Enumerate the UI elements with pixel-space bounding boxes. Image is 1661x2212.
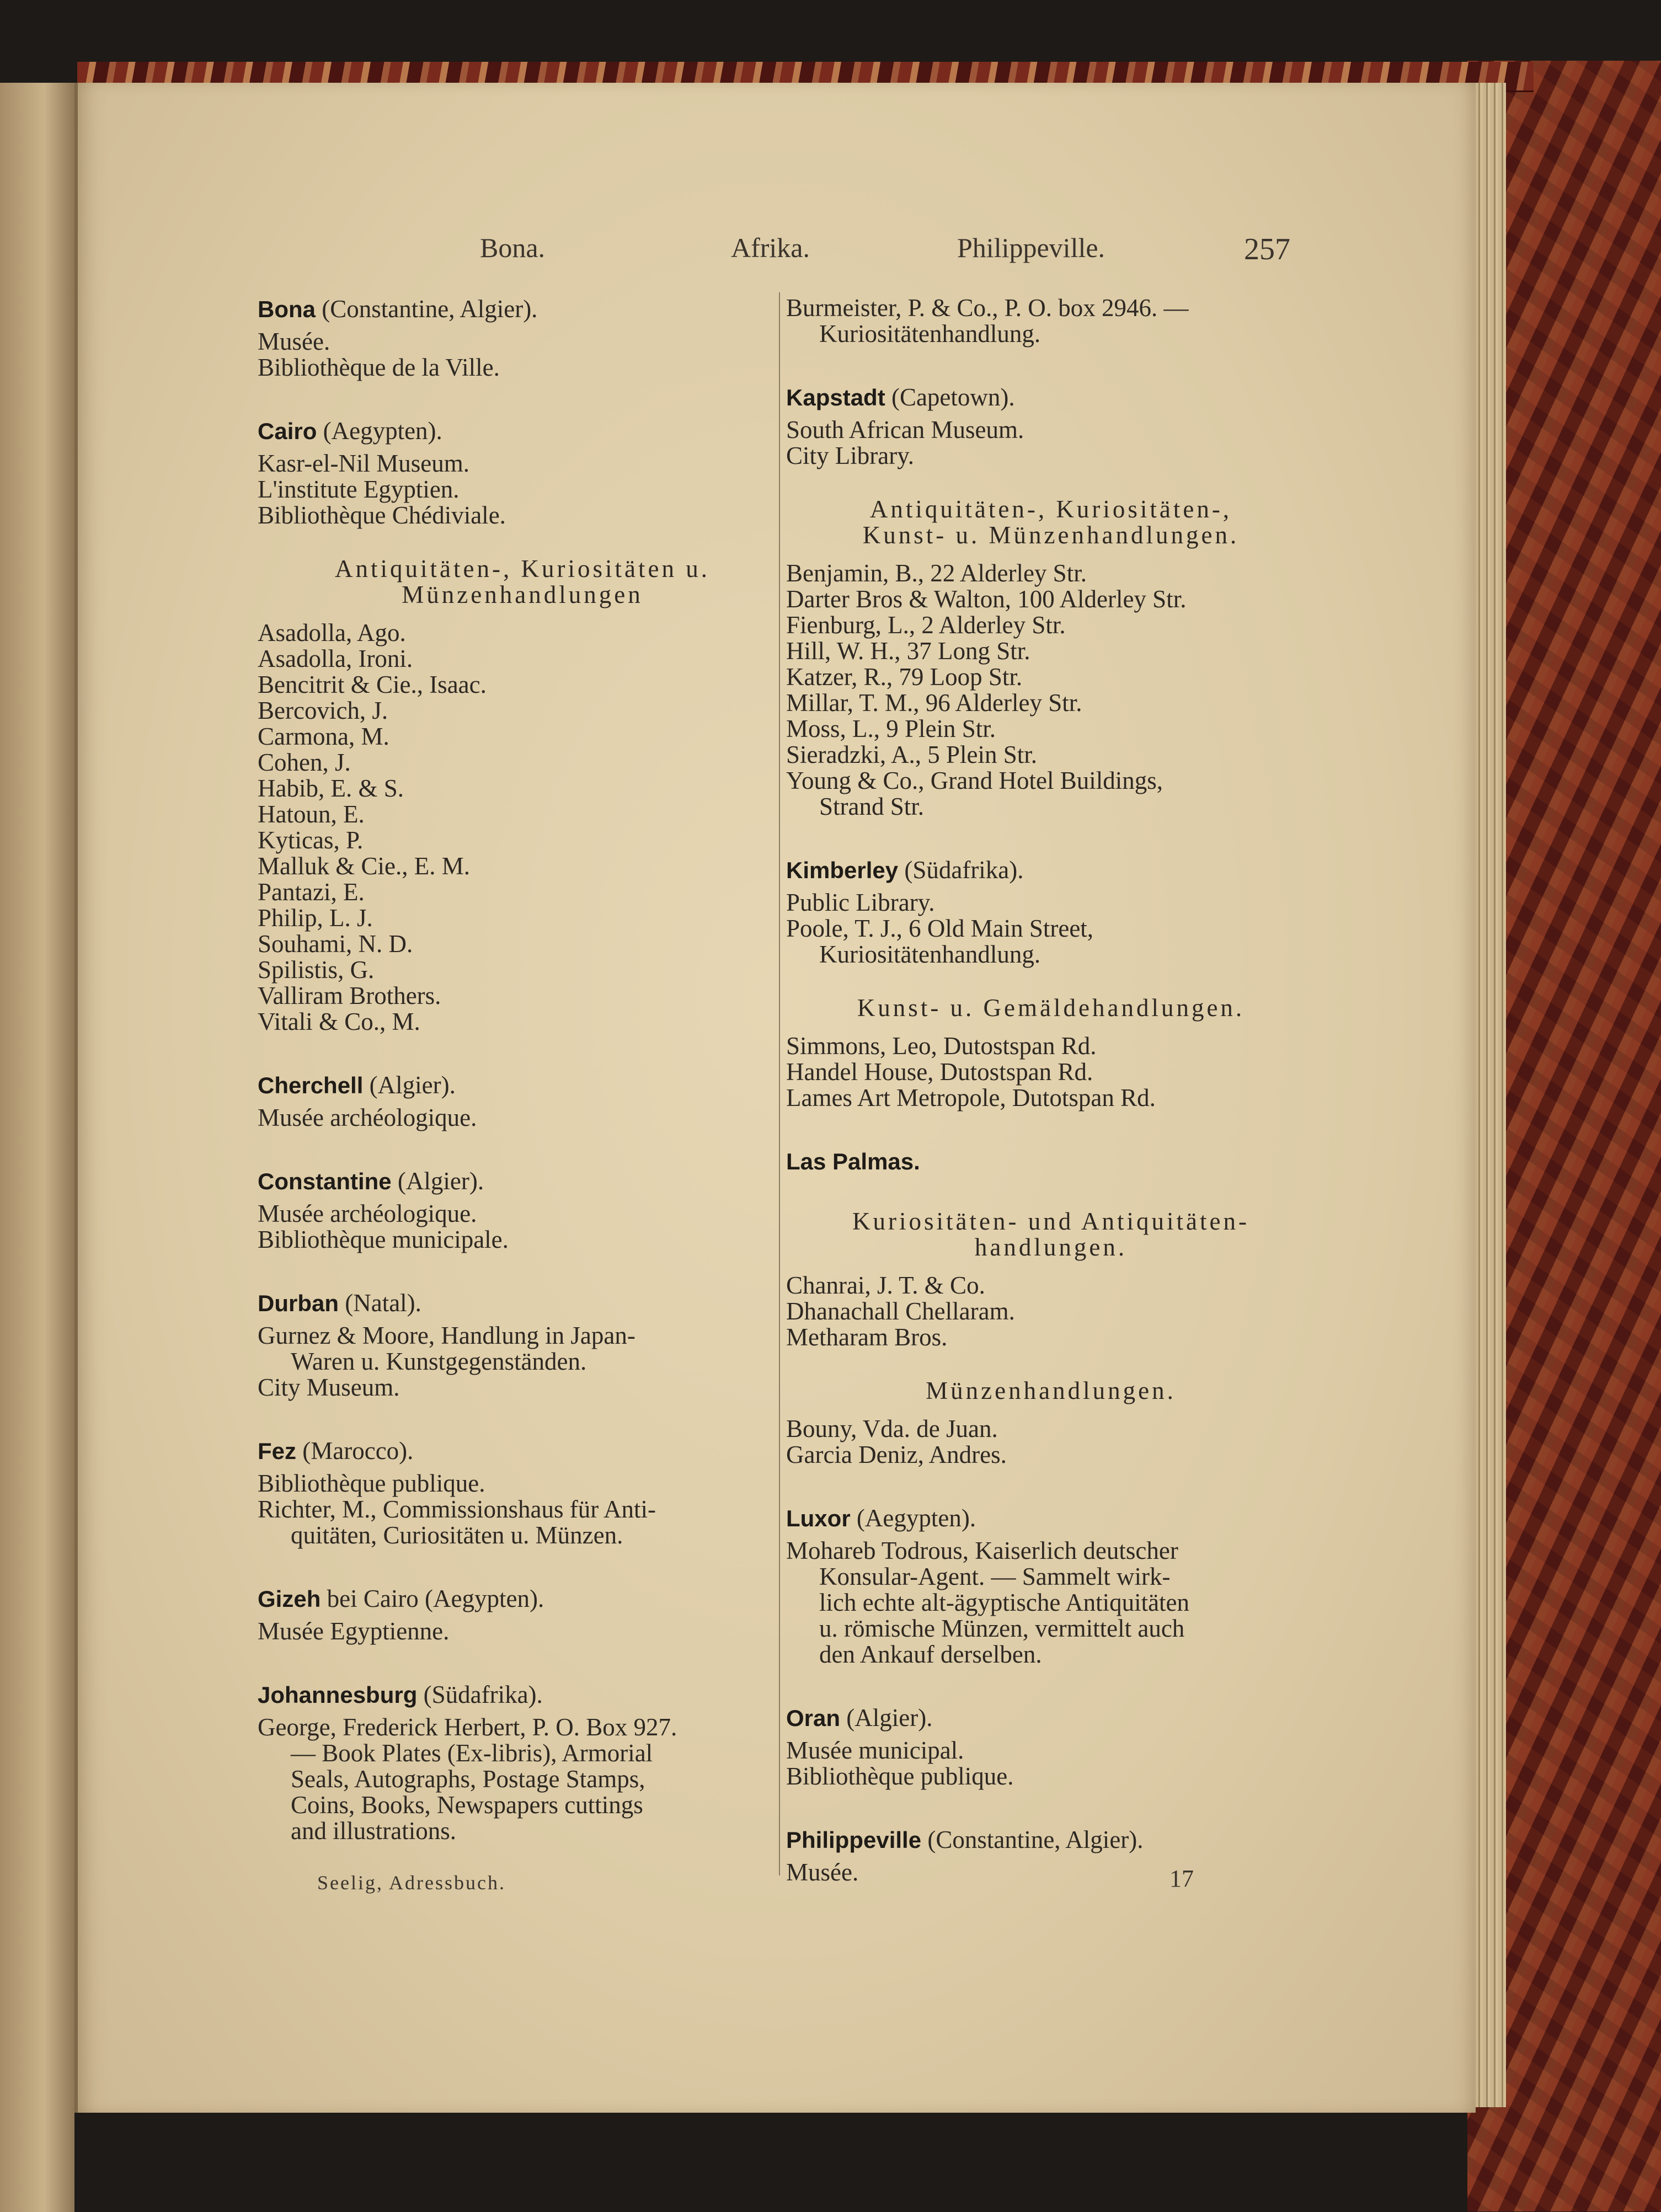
- dealer-line: Asadolla, Ironi.: [258, 645, 413, 672]
- entry-gap: [258, 1035, 787, 1071]
- entry-line: George, Frederick Herbert, P. O. Box 927.: [258, 1713, 677, 1741]
- entry-line: Bibliothèque municipale.: [258, 1226, 509, 1253]
- entry-heading: [786, 1826, 1316, 1854]
- place-location: (Capetown).: [891, 383, 1015, 411]
- place-location: (Algier).: [846, 1704, 933, 1732]
- dealer-line: Millar, T. M., 96 Alderley Str.: [786, 689, 1082, 717]
- place-name: Cairo: [258, 418, 317, 444]
- dealer-line: Fienburg, L., 2 Alderley Str.: [786, 611, 1066, 639]
- place-location: (Algier).: [397, 1167, 484, 1195]
- place-location: (Marocco).: [302, 1437, 414, 1465]
- section-gap: [786, 1260, 1316, 1273]
- entry-gap: [786, 1468, 1316, 1504]
- dealer-line: Bencitrit & Cie., Isaac.: [258, 671, 487, 698]
- section-gap: [786, 968, 1316, 995]
- entry-line: u. römische Münzen, vermittelt auch: [819, 1615, 1185, 1642]
- entry-line: Waren u. Kunstgegenständen.: [291, 1348, 587, 1375]
- dealer-line: Kyticas, P.: [258, 826, 364, 854]
- dealer-line: Cohen, J.: [258, 749, 351, 776]
- dealer-line: Valliram Brothers.: [258, 982, 441, 1009]
- entry-gap: [786, 1111, 1316, 1147]
- place-name: Bona: [258, 296, 316, 322]
- place-location: (Südafrika).: [423, 1681, 543, 1708]
- section-heading: Kuriositäten- und Antiquitäten-: [852, 1207, 1249, 1235]
- place-location: (Constantine, Algier).: [322, 295, 538, 323]
- dealer-line: Metharam Bros.: [786, 1323, 948, 1351]
- entry-line: L'institute Egyptien.: [258, 475, 460, 503]
- place-name: Fez: [258, 1438, 297, 1464]
- dealer-line: Chanrai, J. T. & Co.: [786, 1271, 985, 1299]
- entry-heading: [786, 856, 1316, 884]
- section-gap: [786, 1021, 1316, 1033]
- entry-line: City Library.: [786, 442, 915, 469]
- entry-line: Kuriositätenhandlung.: [819, 320, 1041, 348]
- entry-line: City Museum.: [258, 1374, 400, 1401]
- dealer-line: Spilistis, G.: [258, 956, 375, 984]
- entry-line: Musée.: [786, 1858, 859, 1886]
- place-name: Kimberley: [786, 857, 899, 883]
- entry-heading: [258, 1681, 787, 1709]
- facing-page-edge: [0, 83, 74, 2212]
- gutter: [74, 83, 78, 2113]
- entry-line: Gurnez & Moore, Handlung in Japan-: [258, 1322, 635, 1349]
- place-location: (Algier).: [369, 1071, 456, 1099]
- entry-line: Musée archéologique.: [258, 1104, 477, 1131]
- dealer-line: Vitali & Co., M.: [258, 1008, 420, 1035]
- entry-line: den Ankauf derselben.: [819, 1641, 1042, 1668]
- place-name: Luxor: [786, 1505, 851, 1531]
- entry-gap: [258, 1253, 787, 1289]
- entry-heading: [786, 1147, 1316, 1176]
- section-heading: Münzenhandlungen.: [926, 1377, 1176, 1404]
- entry-gap: [258, 1401, 787, 1437]
- running-head-right: Philippeville.: [957, 232, 1105, 263]
- entry-line: Kuriositätenhandlung.: [819, 941, 1041, 968]
- dealer-line: Dhanachall Chellaram.: [786, 1297, 1015, 1325]
- running-head-center: Afrika.: [731, 232, 810, 263]
- place-name: Constantine: [258, 1168, 392, 1194]
- dealer-line: Garcia Deniz, Andres.: [786, 1441, 1007, 1468]
- entry-line: Musée archéologique.: [258, 1200, 477, 1227]
- entry-line: and illustrations.: [291, 1817, 456, 1845]
- place-name: Durban: [258, 1290, 339, 1316]
- place-location: (Südafrika).: [904, 856, 1024, 884]
- entry-line: South African Museum.: [786, 416, 1024, 444]
- entry-heading: [786, 1504, 1316, 1532]
- entry-heading: [786, 383, 1316, 412]
- dealer-line: Darter Bros & Walton, 100 Alderley Str.: [786, 585, 1187, 613]
- place-location: (Aegypten).: [856, 1504, 976, 1532]
- dealer-line: Malluk & Cie., E. M.: [258, 852, 470, 880]
- entry-line: Mohareb Todrous, Kaiserlich deutscher: [786, 1537, 1178, 1564]
- entry-heading: [258, 1167, 787, 1195]
- dealer-line: Bercovich, J.: [258, 697, 388, 724]
- section-heading: Kunst- u. Münzenhandlungen.: [862, 521, 1240, 549]
- entry-line: Poole, T. J., 6 Old Main Street,: [786, 915, 1094, 942]
- section-gap: [258, 608, 787, 620]
- place-name: Las Palmas.: [786, 1148, 920, 1174]
- place-name: Philippeville: [786, 1827, 922, 1853]
- right-column: [786, 295, 1316, 1885]
- entry-heading: [258, 1289, 787, 1317]
- entry-gap: [258, 381, 787, 417]
- entry-heading: [258, 1071, 787, 1099]
- dealer-line: Moss, L., 9 Plein Str.: [786, 715, 996, 742]
- section-heading: Münzenhandlungen: [402, 581, 643, 608]
- dealer-line: Hatoun, E.: [258, 800, 365, 828]
- running-head-left: Bona.: [480, 232, 546, 263]
- entry-heading: [258, 1437, 787, 1465]
- entry-heading: [258, 1585, 787, 1613]
- entry-gap: [258, 1131, 787, 1167]
- place-location: (Aegypten).: [323, 417, 442, 445]
- entry-line: lich echte alt-ägyptische Antiquitäten: [819, 1589, 1190, 1616]
- entry-line: Musée.: [258, 328, 330, 355]
- entry-gap: [786, 820, 1316, 856]
- section-heading: Antiquitäten-, Kuriositäten u.: [335, 555, 710, 583]
- section-gap: [258, 528, 787, 556]
- dealer-line: Carmona, M.: [258, 723, 389, 750]
- entry-heading: [786, 1704, 1316, 1732]
- entry-line: Burmeister, P. & Co., P. O. box 2946. —: [786, 294, 1189, 322]
- dealer-line: Young & Co., Grand Hotel Buildings,: [786, 767, 1163, 794]
- place-name: Oran: [786, 1705, 841, 1731]
- entry-gap: [786, 1789, 1316, 1826]
- entry-line: Seals, Autographs, Postage Stamps,: [291, 1765, 645, 1793]
- left-column: [258, 295, 787, 1844]
- signature-mark: 17: [1169, 1865, 1194, 1892]
- dealer-line: Habib, E. & S.: [258, 774, 404, 802]
- entry-gap: [258, 1644, 787, 1681]
- dealer-line: Lames Art Metropole, Dutotspan Rd.: [786, 1084, 1156, 1112]
- section-heading: Kunst- u. Gemäldehandlungen.: [857, 994, 1245, 1022]
- entry-line: — Book Plates (Ex-libris), Armorial: [291, 1739, 653, 1767]
- place-name: Kapstadt: [786, 384, 885, 410]
- entry-line: quitäten, Curiositäten u. Münzen.: [291, 1521, 623, 1549]
- place-name: Cherchell: [258, 1072, 364, 1098]
- dealer-line: Simmons, Leo, Dutostspan Rd.: [786, 1032, 1097, 1060]
- entry-line: Bibliothèque de la Ville.: [258, 354, 500, 381]
- entry-heading: [258, 417, 787, 445]
- section-gap: [786, 1404, 1316, 1416]
- dealer-line: Katzer, R., 79 Loop Str.: [786, 663, 1023, 691]
- entry-line: Musée Egyptienne.: [258, 1617, 450, 1645]
- entry-line: Bibliothèque Chédiviale.: [258, 501, 506, 529]
- entry-gap: [786, 347, 1316, 383]
- place-name: Gizeh: [258, 1586, 321, 1612]
- entry-line: Kasr-el-Nil Museum.: [258, 450, 470, 477]
- place-location: (Constantine, Algier).: [927, 1826, 1144, 1853]
- dealer-line: Strand Str.: [819, 793, 925, 820]
- dealer-line: Souhami, N. D.: [258, 930, 413, 958]
- footer-left: Seelig, Adressbuch.: [317, 1872, 506, 1894]
- entry-heading: [258, 295, 787, 323]
- entry-gap: [258, 1548, 787, 1585]
- entry-line: Public Library.: [786, 889, 935, 916]
- entry-line: Musée municipal.: [786, 1737, 964, 1764]
- place-name: Johannesburg: [258, 1682, 418, 1708]
- dealer-line: Bouny, Vda. de Juan.: [786, 1415, 998, 1442]
- entry-gap: [786, 1668, 1316, 1704]
- section-gap: [786, 469, 1316, 496]
- entry-line: Konsular-Agent. — Sammelt wirk-: [819, 1563, 1171, 1590]
- dealer-line: Handel House, Dutostspan Rd.: [786, 1058, 1093, 1086]
- section-heading: handlungen.: [974, 1233, 1128, 1261]
- dealer-line: Philip, L. J.: [258, 904, 373, 932]
- entry-line: Richter, M., Commissionshaus für Anti-: [258, 1495, 656, 1523]
- dealer-line: Sieradzki, A., 5 Plein Str.: [786, 741, 1037, 768]
- section-gap: [786, 548, 1316, 560]
- dealer-line: Benjamin, B., 22 Alderley Str.: [786, 559, 1087, 587]
- place-location: (Natal).: [345, 1289, 421, 1317]
- section-gap: [786, 1350, 1316, 1378]
- place-location: bei Cairo (Aegypten).: [327, 1585, 544, 1612]
- dealer-line: Hill, W. H., 37 Long Str.: [786, 637, 1030, 665]
- entry-line: Bibliothèque publique.: [258, 1470, 485, 1497]
- section-gap: [786, 1181, 1316, 1209]
- entry-line: Coins, Books, Newspapers cuttings: [291, 1791, 643, 1819]
- entry-line: Bibliothèque publique.: [786, 1762, 1014, 1790]
- page-number: 257: [1244, 232, 1290, 266]
- dealer-line: Pantazi, E.: [258, 878, 365, 906]
- section-heading: Antiquitäten-, Kuriositäten-,: [869, 495, 1232, 523]
- dealer-line: Asadolla, Ago.: [258, 619, 406, 646]
